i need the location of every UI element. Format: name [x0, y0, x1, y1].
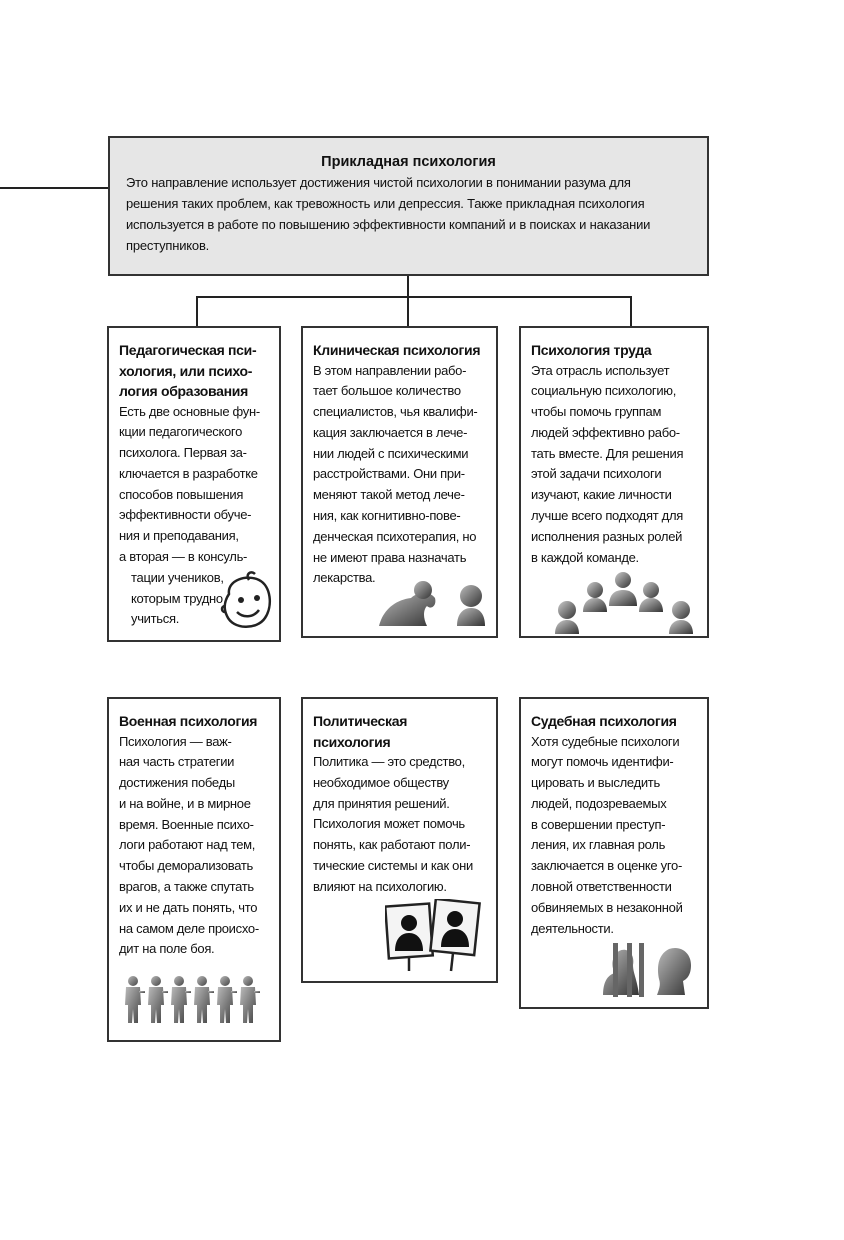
card-title: Педагогическая пси- хология, или психо- логия образования — [119, 342, 257, 399]
prisoner-bars-icon — [599, 939, 699, 997]
child-face-icon — [219, 570, 275, 632]
campaign-posters-icon — [385, 899, 485, 973]
military-psychology-card — [107, 697, 281, 1042]
card-text: Политика — это средство, необходимое обществу для принятия решений. Психология может помочь понять, как работают поли- тические системы и как они влияют на психологию. — [313, 754, 473, 894]
applied-psychology-box — [108, 136, 709, 276]
applied-psychology-text: Это направление использует достижения чистой психологии в понимании разума для решения таких проблем, как тревожность или депрессия. Также прикладная психология используется в работе по повышению эффективности компаний и в поисках и наказании преступников. — [126, 175, 651, 253]
connector-horizontal — [196, 296, 632, 298]
forensic-psychology-card — [519, 697, 709, 1009]
soldiers-icon — [123, 975, 263, 1025]
card-text: Есть две основные фун- кции педагогического психолога. Первая за- ключается в разработке способов повышения эффективности обуче- ния и преподавания, а вторая — в консуль- тации учеников, которым трудно учиться. — [119, 403, 260, 627]
political-psychology-card — [301, 697, 498, 983]
connector-drop-right — [630, 296, 632, 327]
connector-trunk — [407, 275, 409, 298]
card-text: В этом направлении рабо- тает большое количество специалистов, чья квалифи- кация заключается в лече- нии людей с психическими расстройствами. Они при- меняют такой метод лече- ния, как когнитивно-пове- денческая психотерапия, но не имеют права назначать лекарства. — [313, 362, 478, 586]
connector-drop-center — [407, 296, 409, 327]
clinical-psychology-card — [301, 326, 498, 638]
connector-left-stub — [0, 187, 109, 189]
card-text: Психология — важ- ная часть стратегии достижения победы и на войне, и в мирное время. Военные психо- логи работают над тем, чтобы деморализовать врагов, а также спутать их и не дать понять, что на самом деле происхо- дит на поле боя. — [119, 733, 259, 957]
educational-psychology-card — [107, 326, 281, 642]
therapy-session-icon — [377, 576, 493, 628]
card-title: Психология труда — [531, 342, 652, 358]
card-title: Судебная психология — [531, 713, 677, 729]
card-title: Клиническая психология — [313, 342, 481, 358]
card-title: Политическая психология — [313, 713, 408, 750]
card-text: Эта отрасль использует социальную психологию, чтобы помочь группам людей эффективно рабо- тать вместе. Для решения этой задачи психологи изучают, какие личности лучше всего подходят для исполнения разных ролей в каждой команде. — [531, 362, 684, 565]
work-psychology-card — [519, 326, 709, 638]
connector-drop-left — [196, 296, 198, 327]
meeting-group-icon — [551, 570, 701, 636]
applied-psychology-title: Прикладная психология — [321, 154, 496, 170]
card-title: Военная психология — [119, 713, 258, 729]
card-text: Хотя судебные психологи могут помочь идентифи- цировать и выследить людей, подозреваемых в совершении преступ- ления, их главная роль заключается в оценке уго- ловной ответственности обвиняемых в незаконной деятельности. — [531, 733, 683, 936]
